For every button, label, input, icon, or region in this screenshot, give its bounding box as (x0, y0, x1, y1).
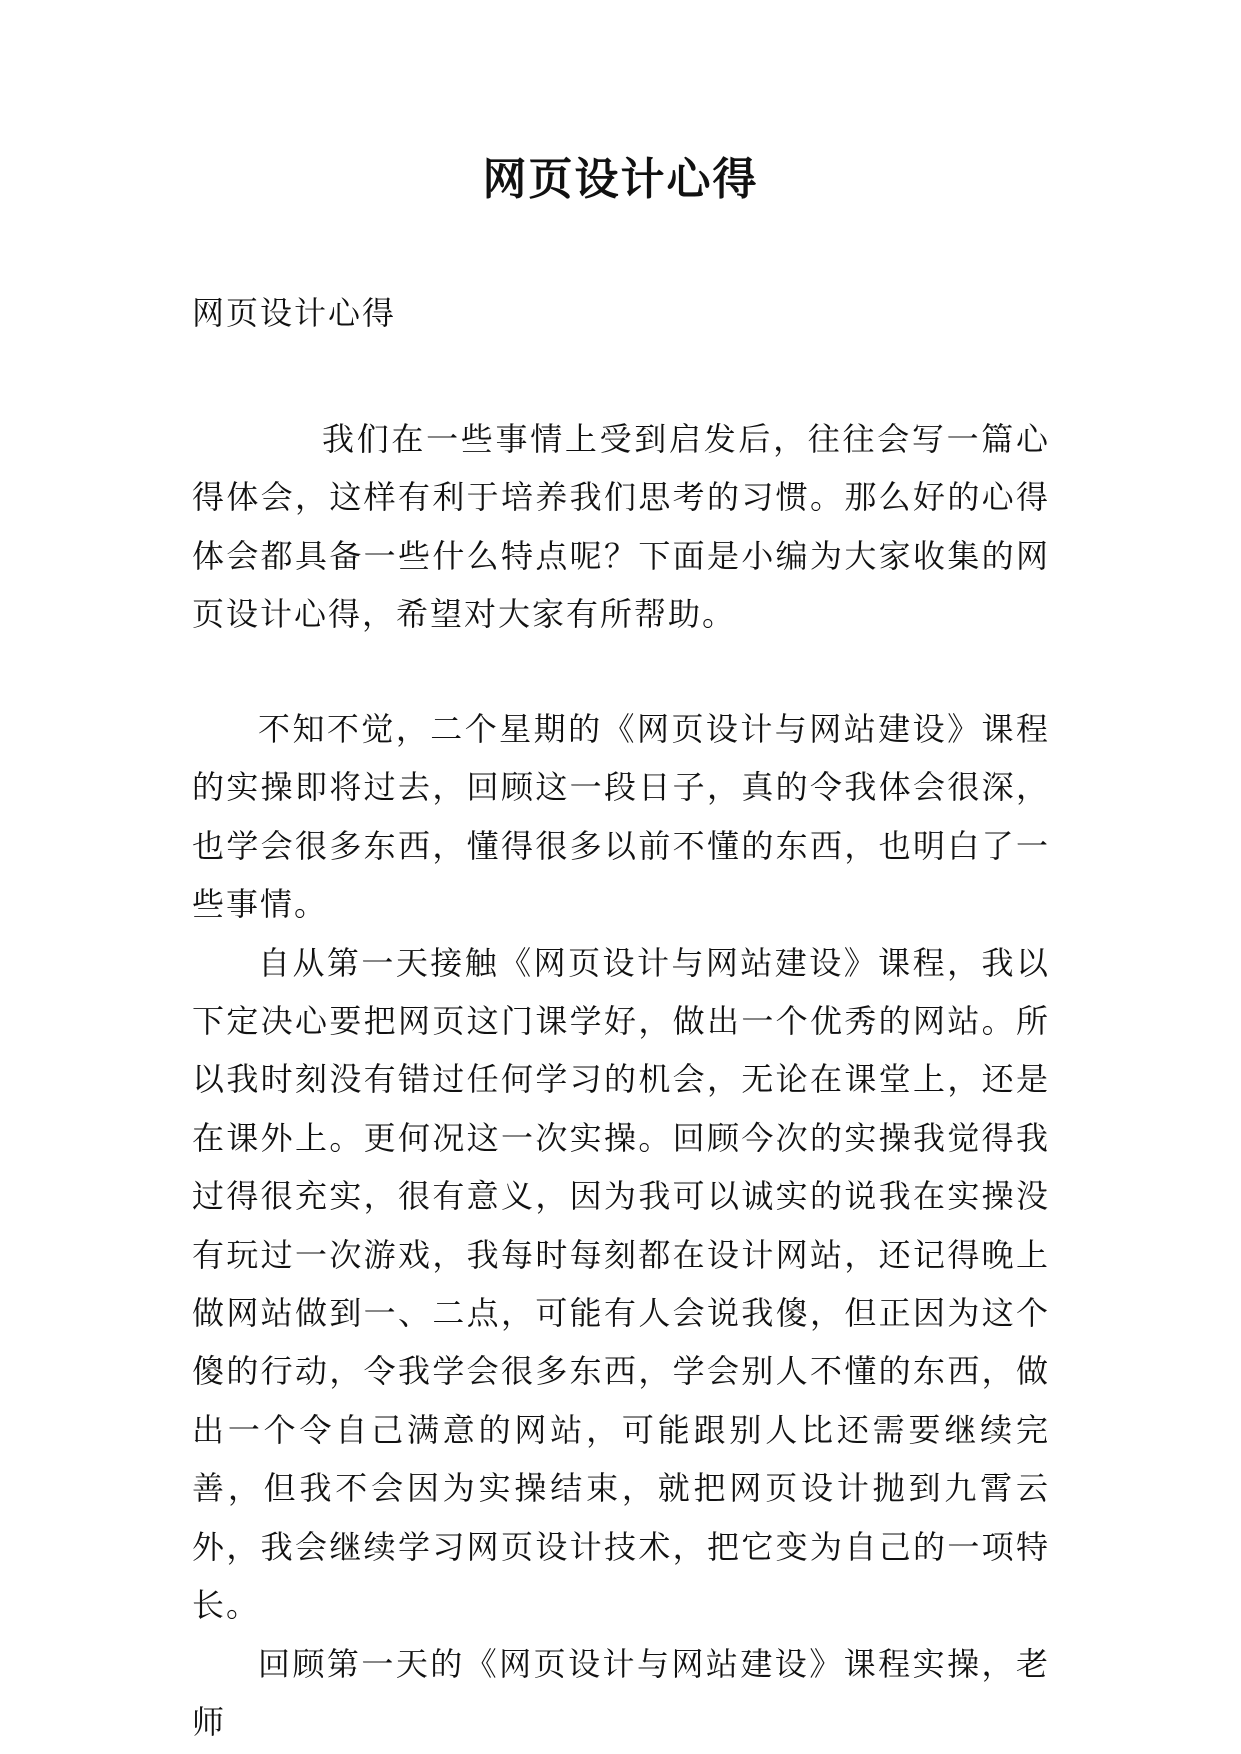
intro-paragraph: 我们在一些事情上受到启发后，往往会写一篇心得体会，这样有利于培养我们思考的习惯。那么好的心得体会都具备一些什么特点呢？下面是小编为大家收集的网页设计心得，希望对大家有所帮助。 (192, 420, 1050, 634)
main-body (192, 700, 1050, 1751)
body-paragraph-2: 自从第一天接触《网页设计与网站建设》课程，我以下定决心要把网页这门课学好，做出一个优秀的网站。所以我时刻没有错过任何学习的机会，无论在课堂上，还是在课外上。更何况这一次实操。回顾今次的实操我觉得我过得很充实，很有意义，因为我可以诚实的说我在实操没有玩过一次游戏，我每时每刻都在设计网站，还记得晚上做网站做到一、二点，可能有人会说我傻，但正因为这个傻的行动，令我学会很多东西，学会别人不懂的东西，做出一个令自己满意的网站，可能跟别人比还需要继续完善，但我不会因为实操结束，就把网页设计抛到九霄云外，我会继续学习网页设计技术，把它变为自己的一项特长。 (192, 943, 1050, 1625)
document-title: 网页设计心得 (482, 154, 759, 205)
body-paragraph-3: 回顾第一天的《网页设计与网站建设》课程实操，老师 (192, 1644, 1050, 1741)
body-paragraph-1: 不知不觉，二个星期的《网页设计与网站建设》课程的实操即将过去，回顾这一段日子，真的令我体会很深，也学会很多东西，懂得很多以前不懂的东西，也明白了一些事情。 (192, 710, 1050, 924)
document-subtitle: 网页设计心得 (192, 294, 397, 332)
intro-section (192, 410, 1050, 644)
